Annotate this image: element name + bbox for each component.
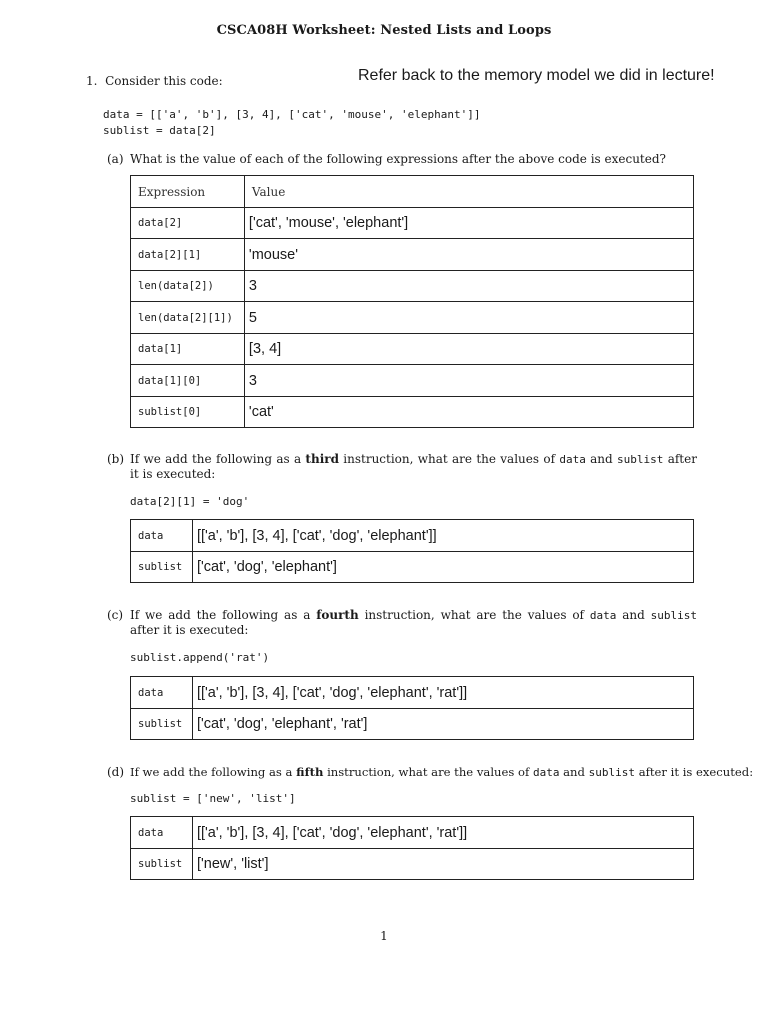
table-row [131,817,694,849]
var-sublist: sublist [588,766,635,779]
prompt-text: and [590,452,613,466]
name-cell: sublist [131,709,193,740]
value-cell: ['cat', 'mouse', 'elephant'] [244,208,693,239]
prompt-text: after it is executed: [130,623,249,637]
value-cell: [['a', 'b'], [3, 4], ['cat', 'dog', 'elephant', 'rat']] [192,817,693,849]
expression-cell: data[1][0] [131,365,245,397]
table-row [131,397,694,428]
part-d-code: sublist = ['new', 'list'] [130,792,296,805]
prompt-text: If we add the following as a [130,452,302,466]
expression-value-table [130,175,694,428]
var-sublist: sublist [617,453,664,466]
question-intro-text: Consider this code: [105,74,223,88]
prompt-bold: fifth [296,765,324,779]
value-cell: [3, 4] [244,334,693,365]
table-row [131,520,694,552]
table-row [131,849,694,880]
expression-cell: len(data[2]) [131,271,245,302]
table-row [131,365,694,397]
code-line-1: data = [['a', 'b'], [3, 4], ['cat', 'mouse', 'elephant']] [103,108,481,121]
prompt-text: after it is executed: [130,452,697,481]
expression-cell: data[2] [131,208,245,239]
name-cell: data [131,520,193,552]
table-row [131,271,694,302]
prompt-text: If we add the following as a [130,765,293,779]
header-value: Value [244,176,693,208]
part-b-label: (b) [107,452,125,466]
table-row [131,552,694,583]
prompt-text: If we add the following as a [130,608,311,622]
part-b-prompt [107,452,697,482]
part-b-table [130,519,694,583]
code-line-2: sublist = data[2] [103,124,216,137]
table-row [131,709,694,740]
page-title: CSCA08H Worksheet: Nested Lists and Loops [216,23,552,38]
page-number: 1 [380,929,388,943]
part-d-label: (d) [107,765,125,779]
question-1-intro [86,74,223,88]
value-cell: 3 [244,271,693,302]
part-d-table [130,816,694,880]
var-data: data [559,453,586,466]
var-data: data [589,609,617,622]
prompt-text: after it is executed: [638,765,754,779]
prompt-text: instruction, what are the values of [327,765,530,779]
name-cell: data [131,677,193,709]
prompt-bold: third [305,452,339,466]
prompt-text: and [622,608,645,622]
value-cell: 3 [244,365,693,397]
value-cell: 'mouse' [244,239,693,271]
prompt-text: and [563,765,585,779]
table-row [131,677,694,709]
part-c-code: sublist.append('rat') [130,651,270,664]
expression-cell: len(data[2][1]) [131,302,245,334]
prompt-text: instruction, what are the values of [343,452,556,466]
handwritten-note: Refer back to the memory model we did in lecture! [358,67,715,84]
table-row [131,334,694,365]
prompt-text: instruction, what are the values of [364,608,584,622]
value-cell: [['a', 'b'], [3, 4], ['cat', 'dog', 'elephant', 'rat']] [192,677,693,709]
part-c-table [130,676,694,740]
name-cell: sublist [131,552,193,583]
part-c-prompt [107,608,697,638]
part-a-text: What is the value of each of the following expressions after the above code is executed? [130,152,666,166]
var-sublist: sublist [650,609,698,622]
value-cell: ['cat', 'dog', 'elephant'] [192,552,693,583]
part-a-prompt [107,152,697,167]
value-cell: 'cat' [244,397,693,428]
value-cell: 5 [244,302,693,334]
var-data: data [532,766,560,779]
value-cell: ['cat', 'dog', 'elephant', 'rat'] [192,709,693,740]
question-number: 1. [86,74,98,88]
value-cell: [['a', 'b'], [3, 4], ['cat', 'dog', 'elephant']] [192,520,693,552]
table-header-row [131,176,694,208]
expression-cell: data[1] [131,334,245,365]
part-a-label: (a) [107,152,124,166]
part-d-prompt [107,765,754,780]
part-b-code: data[2][1] = 'dog' [130,495,250,508]
table-row [131,302,694,334]
expression-cell: sublist[0] [131,397,245,428]
expression-cell: data[2][1] [131,239,245,271]
table-row [131,239,694,271]
table-row [131,208,694,239]
value-cell: ['new', 'list'] [192,849,693,880]
name-cell: sublist [131,849,193,880]
prompt-bold: fourth [316,608,359,622]
part-c-label: (c) [107,608,124,622]
header-expression: Expression [131,176,245,208]
name-cell: data [131,817,193,849]
